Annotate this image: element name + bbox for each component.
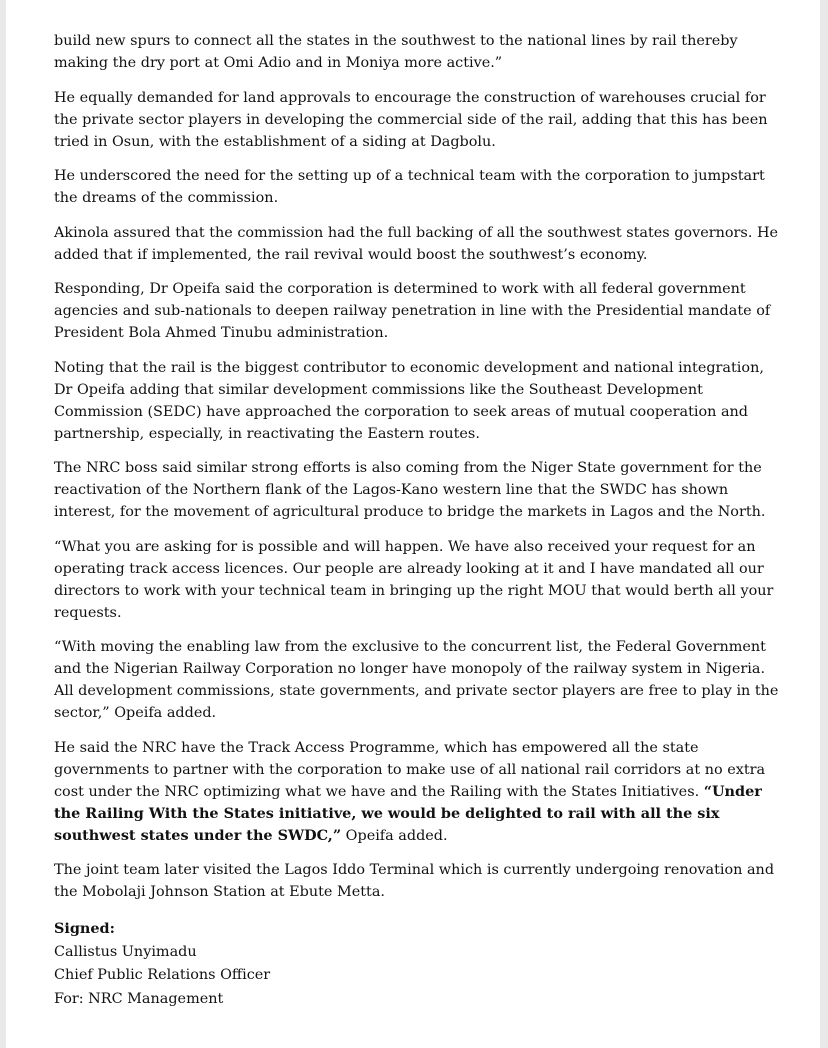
paragraph-dry-port: build new spurs to connect all the states in the southwest to the national lines by rail thereby making the dry port at Omi Adio and in Moniya more active.” bbox=[54, 33, 738, 71]
paragraph-track-access bbox=[54, 737, 782, 847]
signatory-title: Chief Public Relations Officer bbox=[54, 967, 271, 983]
paragraph-opeifa-response: Responding, Dr Opeifa said the corporation is determined to work with all federal government agencies and sub-nationals to deepen railway penetration in line with the Presidential mandate of President Bola Ahmed Tinubu administration. bbox=[54, 281, 771, 341]
paragraph-sedc: Noting that the rail is the biggest contributor to economic development and national integration, Dr Opeifa adding that similar development commissions like the Southeast Development Commission (SEDC) have approached the corporation to seek areas of mutual cooperation and partnership, especially, in reactivating the Eastern routes. bbox=[54, 359, 764, 442]
track-access-tail: Opeifa added. bbox=[341, 827, 448, 844]
paragraph-niger-state: The NRC boss said similar strong efforts is also coming from the Niger State government for the reactivation of the Northern flank of the Lagos-Kano western line that the SWDC has shown interest, for the movement of agricultural produce to bridge the markets in Lagos and the North. bbox=[54, 460, 766, 520]
track-access-quote: “Under the Railing With the States initiative, we would be delighted to rail with all the six southwest states under the SWDC,” bbox=[54, 782, 762, 844]
paragraph-quote-licences: “What you are asking for is possible and will happen. We have also received your request for an operating track access licences. Our people are already looking at it and I have mandated all our directors to work with your technical team in bringing up the right MOU that would berth all your requests. bbox=[54, 538, 774, 621]
paragraph-technical-team: He underscored the need for the setting up of a technical team with the corporation to jumpstart the dreams of the commission. bbox=[54, 168, 765, 206]
signatory-organization: For: NRC Management bbox=[54, 990, 224, 1007]
press-release-body bbox=[54, 30, 782, 1011]
document-page bbox=[6, 0, 820, 1048]
paragraph-land-approvals: He equally demanded for land approvals to encourage the construction of warehouses crucial for the private sector players in developing the commercial side of the rail, adding that this has been tried in Osun, with the establishment of a siding at Dagbolu. bbox=[54, 89, 768, 150]
track-access-lead: He said the NRC have the Track Access Programme, which has empowered all the state governments to partner with the corporation to make use of all national rail corridors at no extra cost under the NRC optimizing what we have and the Railing with the States Initiatives. bbox=[54, 739, 766, 800]
paragraph-joint-team-visit: The joint team later visited the Lagos Iddo Terminal which is currently undergoing renovation and the Mobolaji Johnson Station at Ebute Metta. bbox=[54, 862, 775, 900]
paragraph-governors-backing: Akinola assured that the commission had the full backing of all the southwest states governors. He added that if implemented, the rail revival would boost the southwest’s economy. bbox=[54, 224, 779, 263]
signature-block bbox=[54, 917, 782, 1011]
signature-label: Signed: bbox=[54, 920, 115, 937]
signatory-name: Callistus Unyimadu bbox=[54, 943, 197, 960]
paragraph-quote-concurrent-list: “With moving the enabling law from the exclusive to the concurrent list, the Federal Government and the Nigerian Railway Corporation no longer have monopoly of the railway system in Nigeria. All development commissions, state governments, and private sector players are free to play in the sector,” Opeifa added. bbox=[54, 639, 779, 721]
